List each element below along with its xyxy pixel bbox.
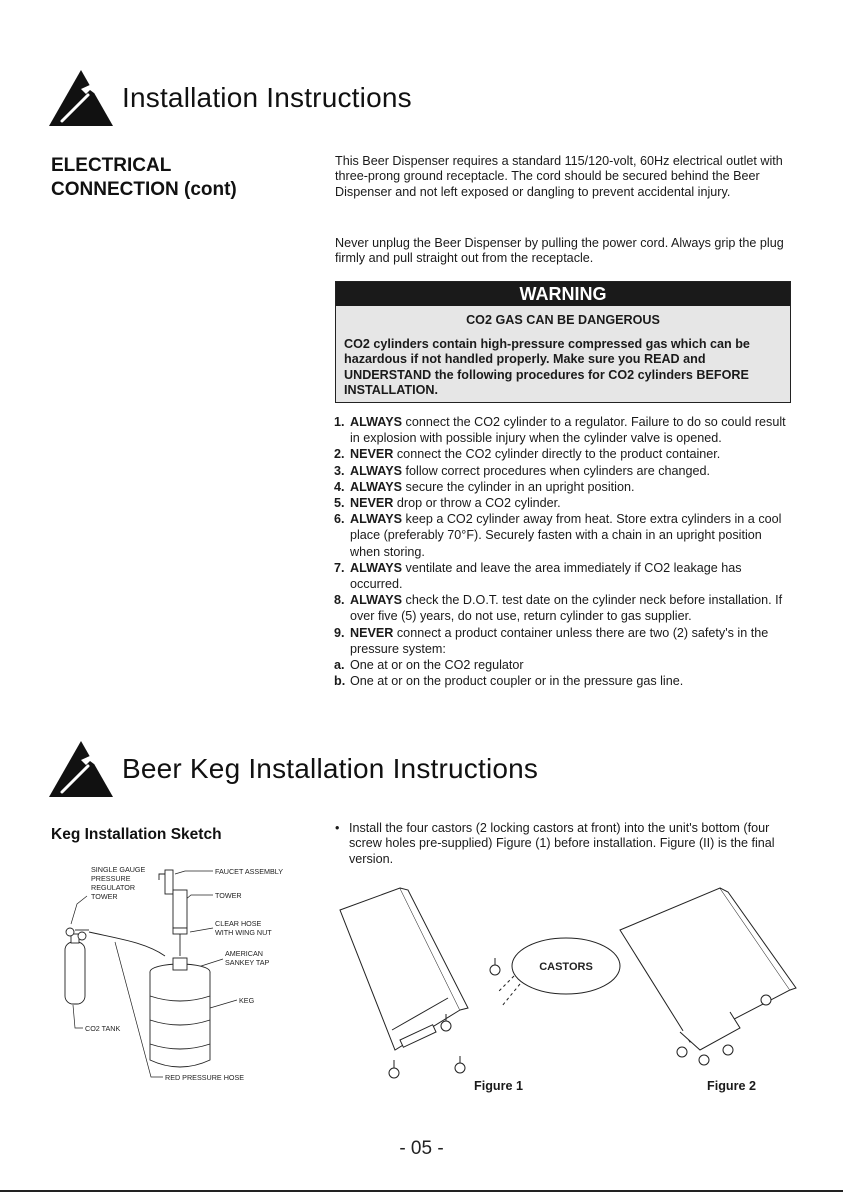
item-number: a. — [334, 658, 345, 673]
label-regulator: REGULATOR — [91, 883, 136, 892]
label-red-hose: RED PRESSURE HOSE — [165, 1073, 245, 1082]
item-number: 7. — [334, 560, 345, 575]
item-text: One at or on the CO2 regulator — [350, 658, 524, 673]
bullet: • — [335, 821, 340, 835]
label-tap: AMERICAN — [225, 949, 263, 958]
item-number: 2. — [334, 447, 345, 462]
castors-label: CASTORS — [539, 961, 593, 973]
label-keg: KEG — [239, 996, 255, 1005]
item-number: b. — [334, 674, 346, 689]
item-number: 1. — [334, 415, 345, 429]
castor-figures — [330, 880, 800, 1080]
item-keyword: ALWAYS — [350, 593, 403, 608]
label-tap: SANKEY TAP — [225, 958, 270, 967]
list-item — [334, 446, 794, 462]
section-header-installation — [48, 69, 412, 127]
item-keyword: ALWAYS — [350, 479, 403, 494]
subheading-electrical — [51, 154, 237, 202]
beer-tower-icon — [159, 870, 187, 956]
item-keyword: NEVER — [350, 447, 394, 462]
list-item — [334, 657, 794, 673]
list-item — [334, 414, 794, 446]
item-number: 9. — [334, 625, 345, 640]
label-tower-left: TOWER — [91, 892, 118, 901]
section-title: Beer Keg Installation Instructions — [122, 753, 539, 784]
list-item — [334, 560, 794, 592]
list-item — [334, 463, 794, 479]
list-item — [334, 592, 794, 624]
list-item — [334, 511, 794, 560]
item-keyword: ALWAYS — [350, 512, 403, 527]
label-hose: CLEAR HOSE — [215, 919, 262, 928]
hammer-warning-icon — [48, 740, 114, 798]
figure1-caption: Figure 1 — [474, 1079, 523, 1093]
item-keyword: ALWAYS — [350, 463, 403, 478]
paragraph-electrical-1: This Beer Dispenser requires a standard 115/120-volt, 60Hz electrical outlet with three-prong ground receptacle. The cord should be secured behind the Beer Dispenser and not left exposed or dangling to prevent accidental injury. — [335, 154, 783, 199]
item-number: 5. — [334, 496, 345, 511]
warning-box — [335, 281, 791, 403]
co2-tank-icon — [65, 928, 89, 1004]
list-item — [334, 625, 794, 657]
subheading-keg-sketch: Keg Installation Sketch — [51, 826, 222, 843]
figure2-caption: Figure 2 — [707, 1079, 756, 1093]
item-text: keep a CO2 cylinder away from heat. Store extra cylinders in a cool place (preferably 70°F). Securely fasten with a chain in an upright position when storing. — [350, 512, 782, 559]
item-text: connect the CO2 cylinder to a regulator. Failure to do so could result in explosion with possible injury when the cylinder valve is opened. — [350, 415, 786, 446]
item-keyword: ALWAYS — [350, 560, 403, 575]
label-hose: WITH WING NUT — [215, 928, 272, 937]
item-text: check the D.O.T. test date on the cylinder neck before installation. If over five (5) years, do not use, return cylinder to gas supplier. — [350, 593, 783, 624]
item-number: 8. — [334, 593, 345, 608]
section-title: Installation Instructions — [122, 82, 412, 113]
keg-icon — [150, 958, 210, 1067]
safety-rules-list — [334, 414, 794, 689]
warning-title: WARNING — [336, 282, 790, 306]
castors-callout — [498, 938, 620, 1006]
item-text: One at or on the product coupler or in the pressure gas line. — [350, 674, 684, 689]
label-tower-right: TOWER — [215, 891, 242, 900]
item-text: ventilate and leave the area immediately if CO2 leakage has occurred. — [350, 560, 742, 592]
castor-instruction — [335, 821, 791, 867]
label-regulator: SINGLE GAUGE — [91, 865, 146, 874]
item-text: follow correct procedures when cylinders are changed. — [402, 463, 711, 478]
hammer-warning-icon — [48, 69, 114, 127]
warning-subtitle: CO2 GAS CAN BE DANGEROUS — [466, 313, 660, 327]
item-text: connect the CO2 cylinder directly to the product container. — [393, 447, 721, 462]
item-text: connect a product container unless there are two (2) safety's in the pressure system: — [350, 625, 769, 656]
item-number: 3. — [334, 463, 345, 478]
label-co2: CO2 TANK — [85, 1024, 121, 1033]
warning-body: CO2 cylinders contain high-pressure compressed gas which can be hazardous if not handled properly. Make sure you READ and UNDERSTAND the following procedures for CO2 cylinders BEFORE INSTALLATION. — [344, 337, 750, 397]
page-number: - 05 - — [399, 1138, 444, 1159]
item-number: 6. — [334, 512, 345, 527]
instruction-text: Install the four castors (2 locking castors at front) into the unit's bottom (four screw holes pre-supplied) Figure (1) before installation. Figure (II) is the final version. — [349, 821, 775, 866]
list-item — [334, 673, 794, 689]
label-faucet: FAUCET ASSEMBLY — [215, 867, 284, 876]
list-item — [334, 479, 794, 495]
figure2-fridge-icon — [620, 888, 796, 1050]
label-regulator: PRESSURE — [91, 874, 131, 883]
subheading-line1: ELECTRICAL — [51, 155, 172, 176]
list-item — [334, 495, 794, 511]
item-number: 4. — [334, 479, 345, 494]
item-text: secure the cylinder in an upright position. — [402, 479, 635, 494]
item-keyword: NEVER — [350, 496, 394, 511]
item-text: drop or throw a CO2 cylinder. — [393, 496, 561, 511]
item-keyword: NEVER — [350, 625, 394, 640]
section-header-keg — [48, 740, 538, 798]
subheading-line2: CONNECTION (cont) — [51, 179, 237, 200]
paragraph-electrical-2: Never unplug the Beer Dispenser by pulling the power cord. Always grip the plug firmly and pull straight out from the receptacle. — [335, 236, 784, 266]
item-keyword: ALWAYS — [350, 415, 403, 429]
keg-installation-sketch — [55, 860, 305, 1090]
